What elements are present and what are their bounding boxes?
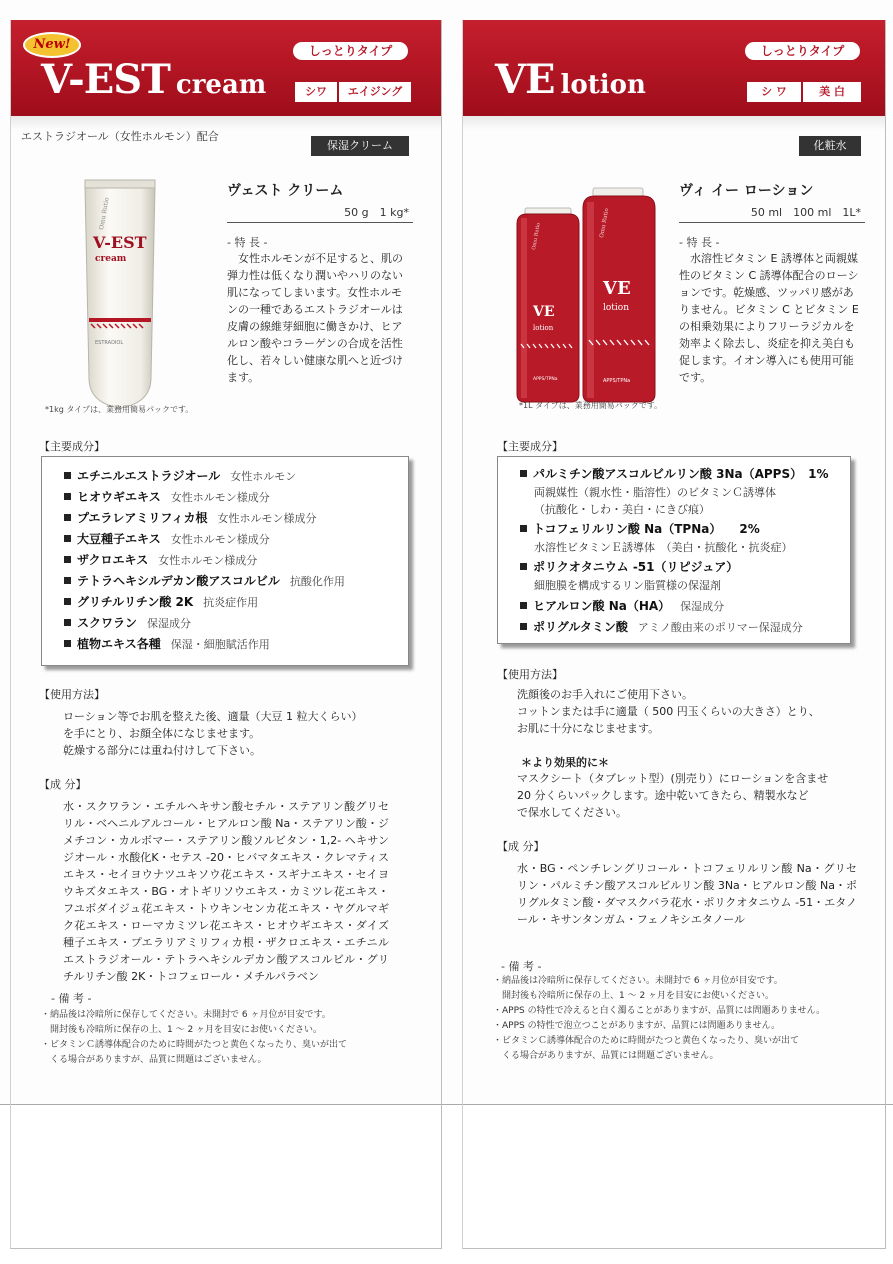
tag-aging: エイジング bbox=[339, 82, 411, 102]
image-note: *1L タイプは、業務用簡易パックです。 bbox=[519, 401, 663, 410]
ingredient-row: パルミチン酸アスコルビルリン酸 3Na（APPS） 1% bbox=[520, 465, 842, 482]
features-text: 水溶性ビタミン E 誘導体と両親媒性のビタミン C 誘導体配合のローションです。乾燥感、ツッパリ感がありません。ビタミン C とビタミン E の相乗効果によりフリーラジカルを効率よく除去し、炎症を抑え美白も促します。イオン導入にも使用可能です。 bbox=[679, 252, 859, 384]
kind-label: 保湿クリーム bbox=[311, 136, 409, 156]
small-bottle bbox=[517, 208, 579, 402]
product-title bbox=[495, 56, 646, 103]
type-pill: しっとりタイプ bbox=[293, 42, 408, 60]
image-note: *1kg タイプは、業務用簡易パックです。 bbox=[45, 405, 194, 414]
new-badge: New! bbox=[23, 32, 81, 58]
ingredients-box bbox=[497, 456, 851, 644]
composition-text: 水・スクワラン・エチルヘキサン酸セチル・ステアリン酸グリセリル・ベヘニルアルコール・ヒアルロン酸 Na・ステアリン酸・ジメチコン・カルボマー・ステアリン酸ソルビタン・1,2- ヘキサンジオール・水酸化K・セテス -20・ヒバマタエキス・クレマティスエキス・セイヨウナツユキソウ花エキス・スギナエキス・セイヨウキズタエキス・BG・オトギリソウエキス・カミツレ花エキス・フユボダイジュ花エキス・トウキンセンカ花エキス・ヤグルマギク花エキス・ローマカミツレ花エキス・ヒオウギエキス・ダイズ種子エキス・プエラリアミリフィカ根・ザクロエキス・エチニルエストラジオール・テトラヘキシルデカン酸アスコルビル・グリチルリチン酸 2K・トコフェロール・メチルパラベン bbox=[63, 800, 389, 983]
ingredient-row: トコフェリルリン酸 Na（TPNa） 2% bbox=[520, 520, 842, 537]
divider bbox=[227, 222, 413, 223]
large-bottle bbox=[583, 188, 655, 402]
tube-brand: Omu Rutio bbox=[98, 196, 111, 231]
tip-text: マスクシート（タブレット型）(別売り）にローションを含ませ 20 分くらいパックします。途中乾いてきたら、精製水など で保水してください。 bbox=[517, 772, 829, 819]
title-main: V-EST bbox=[41, 56, 170, 103]
remarks-list: ・納品後は冷暗所に保存してください。未開封で 6 ヶ月位が目安です。 開封後も冷暗所に保存の上、1 ～ 2 ヶ月を目安にお使いください。 ・ビタミンＣ誘導体配合のために時間がたつと黄色くなったり、臭いが出て くる場合がありますが、品質に問題はございません。 bbox=[41, 1010, 348, 1065]
ingredients-box bbox=[41, 456, 409, 666]
ingredients-label: 【主要成分】 bbox=[39, 440, 105, 453]
composition-label: 【成 分】 bbox=[497, 840, 545, 853]
ve-lotion-card bbox=[462, 20, 886, 1249]
product-sizes: 50 ml 100 ml 1L* bbox=[750, 206, 861, 219]
type-pill: しっとりタイプ bbox=[745, 42, 860, 60]
ingredient-row: ポリクオタニウム -51（リピジュア） bbox=[520, 558, 842, 575]
large-bottle-ingredient: APPS/TPNa bbox=[603, 378, 631, 384]
banner-shadow bbox=[463, 116, 885, 130]
large-bottle-brand: Omu Rutio bbox=[599, 207, 611, 239]
features-text: 女性ホルモンが不足すると、肌の弾力性は低くなり潤いやハリのない肌になってしまいます。女性ホルモンの一種であるエストラジオールは皮膚の線維芽細胞に働きかけ、ヒアルロン酸やコラーゲンの合成を活性化し、若々しい健康な肌へと近づけます。 bbox=[227, 252, 403, 384]
ingredient-row: 植物エキス各種 保湿・細胞賦活作用 bbox=[64, 635, 400, 652]
vest-cream-card bbox=[10, 20, 442, 1249]
small-bottle-ingredient: APPS/TPNa bbox=[533, 377, 558, 382]
lotion-bottles-image bbox=[511, 168, 661, 408]
title-main: VE bbox=[495, 56, 555, 103]
product-name: ヴェスト クリーム bbox=[227, 183, 344, 199]
small-bottle-name-main: VE bbox=[533, 304, 555, 320]
remarks-heading: - 備 考 - bbox=[501, 960, 542, 973]
divider bbox=[679, 222, 865, 223]
product-title bbox=[41, 56, 266, 103]
ingredient-detail: （抗酸化・しわ・美白・にきび痕） bbox=[534, 503, 710, 516]
ingredient-row: エチニルエストラジオール 女性ホルモン bbox=[64, 467, 400, 484]
large-bottle-name-sub: lotion bbox=[603, 303, 630, 313]
tag-wrinkle: シワ bbox=[295, 82, 337, 102]
tube-name-sub: cream bbox=[95, 254, 127, 264]
title-sub: lotion bbox=[560, 70, 646, 100]
ingredient-detail: 両親媒性（親水性・脂溶性）のビタミンＣ誘導体 bbox=[534, 486, 776, 499]
tag-wrinkle: シ ワ bbox=[747, 82, 801, 102]
ingredient-row: 大豆種子エキス 女性ホルモン様成分 bbox=[64, 530, 400, 547]
large-bottle-name-main: VE bbox=[603, 278, 631, 299]
ingredient-row: プエラレアミリフィカ根 女性ホルモン様成分 bbox=[64, 509, 400, 526]
usage-text: 洗顔後のお手入れにご使用下さい。 コットンまたは手に適量（ 500 円玉くらいの大きさ）とり、 お肌に十分になじませます。 bbox=[517, 688, 820, 735]
product-sizes: 50 g 1 kg* bbox=[344, 206, 409, 219]
tag-whitening: 美 白 bbox=[803, 82, 861, 102]
ingredient-row: ザクロエキス 女性ホルモン様成分 bbox=[64, 551, 400, 568]
ingredient-row: ヒオウギエキス 女性ホルモン様成分 bbox=[64, 488, 400, 505]
features-heading: - 特 長 - bbox=[679, 236, 720, 249]
usage-text: ローション等でお肌を整えた後、適量（大豆 1 粒大くらい） を手にとり、お顔全体になじませます。 乾燥する部分には重ね付けして下さい。 bbox=[63, 710, 363, 757]
tip-heading: ＊より効果的に＊ bbox=[521, 756, 609, 769]
tube-ingredient: ESTRADIOL bbox=[95, 340, 124, 346]
ingredient-row: テトラヘキシルデカン酸アスコルビル 抗酸化作用 bbox=[64, 572, 400, 589]
ingredients-label: 【主要成分】 bbox=[497, 440, 563, 453]
remarks-list: ・納品後は冷暗所に保存してください。未開封で 6 ヶ月位が目安です。 開封後も冷暗所に保存の上、1 ～ 2 ヶ月を目安にお使いください。 ・APPS の特性で冷えると白く濁ることがありますが、品質には問題ありません。 ・APPS の特性で泡立つことがありますが、品質には問題ありません。 ・ビタミンＣ誘導体配合のために時間がたつと黄色くなったり、臭いが出て くる場合がありますが、品質には問題ございません。 bbox=[493, 976, 826, 1061]
product-name: ヴィ イー ローション bbox=[679, 183, 814, 199]
ingredient-detail: 水溶性ビタミンＥ誘導体 （美白・抗酸化・抗炎症） bbox=[534, 541, 793, 554]
ingredient-row: ポリグルタミン酸 アミノ酸由来のポリマー保湿成分 bbox=[520, 618, 842, 635]
composition-text: 水・BG・ペンチレングリコール・トコフェリルリン酸 Na・グリセリン・パルミチン酸アスコルビルリン酸 3Na・ヒアルロン酸 Na・ポリグルタミン酸・ダマスクバラ花水・ポリクオタニウム -51・エタノール・キサンタンガム・フェノキシエタノール bbox=[517, 862, 857, 926]
ingredient-row: グリチルリチン酸 2K 抗炎症作用 bbox=[64, 593, 400, 610]
usage-label: 【使用方法】 bbox=[497, 668, 563, 681]
cream-tube-image bbox=[73, 178, 168, 418]
small-bottle-name-sub: lotion bbox=[533, 324, 554, 332]
small-bottle-brand: Omu Rutio bbox=[531, 222, 542, 251]
remarks-heading: - 備 考 - bbox=[51, 992, 92, 1005]
ingredient-detail: 細胞膜を構成するリン脂質様の保湿剤 bbox=[534, 579, 721, 592]
subheading: エストラジオール（女性ホルモン）配合 bbox=[21, 130, 219, 143]
usage-label: 【使用方法】 bbox=[39, 688, 105, 701]
composition-label: 【成 分】 bbox=[39, 778, 87, 791]
kind-label: 化粧水 bbox=[799, 136, 861, 156]
ingredient-row: スクワラン 保湿成分 bbox=[64, 614, 400, 631]
title-sub: cream bbox=[175, 70, 267, 100]
tube-name-main: V-EST bbox=[93, 233, 147, 252]
features-heading: - 特 長 - bbox=[227, 236, 268, 249]
ingredient-row: ヒアルロン酸 Na（HA） 保湿成分 bbox=[520, 597, 842, 614]
